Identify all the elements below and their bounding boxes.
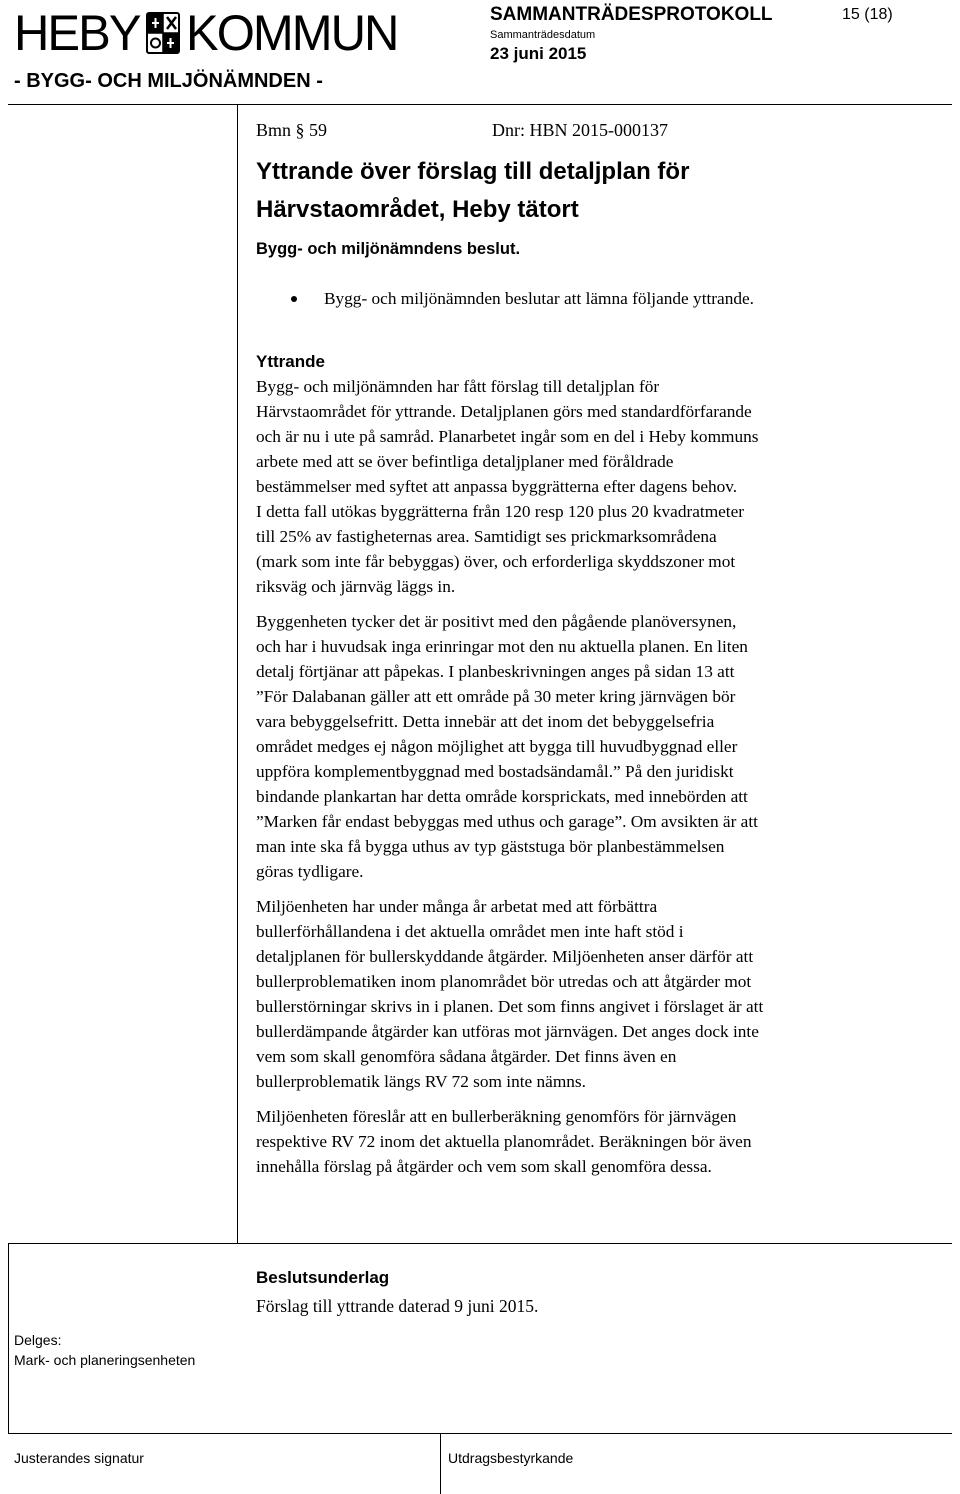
department-name: - BYGG- OCH MILJÖNÄMNDEN - (14, 70, 323, 92)
signature-label: Justerandes signatur (14, 1450, 144, 1466)
text-line: och har i huvudsak inga erinringar mot den nu aktuella planen. En liten (256, 637, 748, 656)
meeting-date: 23 juni 2015 (490, 44, 587, 63)
text-line: respektive RV 72 inom det aktuella planområdet. Beräkningen bör även (256, 1132, 752, 1151)
decision-basis (256, 1264, 936, 1320)
text-line: Härvstaområdet för yttrande. Detaljplanen görs med standardförfarande (256, 402, 752, 421)
decision-basis-text: Förslag till yttrande daterad 9 juni 2015. (256, 1296, 539, 1316)
text-line: (mark som inte får bebyggas) över, och erforderliga skyddszoner mot (256, 552, 736, 571)
protocol-title: SAMMANTRÄDESPROTOKOLL (490, 4, 773, 25)
text-line: vara bebyggelsefritt. Detta innebär att det inom det bebyggelsefria (256, 712, 715, 731)
paragraph-ref: Bmn § 59 (256, 120, 328, 140)
text-line: man inte ska få bygga uthus av typ gäststuga bör planbestämmelsen (256, 837, 725, 856)
text-line: detaljplanen för bullerskyddande åtgärder. Miljöenheten anser därför att (256, 947, 754, 966)
text-line: innehålla förslag på åtgärder och vem som skall genomföra dessa. (256, 1157, 712, 1176)
case-title-line-1: Yttrande över förslag till detaljplan för (256, 158, 690, 185)
meeting-date-label: Sammanträdesdatum (490, 29, 596, 41)
coat-of-arms-icon (146, 12, 180, 54)
text-line: bestämmelser med syftet att anpassa byggrätterna efter dagens behov. (256, 477, 738, 496)
decision-basis-heading: Beslutsunderlag (256, 1268, 390, 1287)
text-line: ”Marken får endast bebyggas med uthus och garage”. Om avsikten är att (256, 812, 758, 831)
content-bottom-rule (8, 1243, 952, 1244)
text-line: göras tydligare. (256, 862, 364, 881)
text-line: bullerstörningar skrivs in i planen. Det som finns angivet i förslaget är att (256, 997, 764, 1016)
diary-number: Dnr: HBN 2015-000137 (492, 120, 668, 140)
text-line: detalj förtjänar att påpekas. I planbeskrivningen anges på sidan 13 att (256, 662, 735, 681)
text-line: ”För Dalabanan gäller att ett område på 30 meter kring järnvägen bör (256, 687, 736, 706)
text-line: vem som skall genomföra sådana åtgärder. Det finns även en (256, 1047, 677, 1066)
text-line: riksväg och järnväg läggs in. (256, 577, 456, 596)
decision-bullet: Bygg- och miljönämnden beslutar att lämna följande yttrande. (254, 286, 936, 311)
text-line: bullerproblematik längs RV 72 som inte nämns. (256, 1072, 586, 1091)
text-line: bullerdämpande åtgärder kan utföras mot järnvägen. Det anges dock inte (256, 1022, 759, 1041)
logo-word-left: HEBY (14, 5, 140, 61)
case-title (256, 153, 936, 229)
distribution (14, 1330, 195, 1370)
text-line: Byggenheten tycker det är positivt med den pågående planöversynen, (256, 612, 737, 631)
text-line: området medges ej någon möjlighet att bygga till huvudbyggnad eller (256, 737, 738, 756)
statement-paragraph-1 (256, 374, 936, 599)
text-line: Miljöenheten föreslår att en bullerberäkning genomförs för järnvägen (256, 1107, 737, 1126)
text-line: arbete med att se över befintliga detaljplaner med föråldrade (256, 452, 674, 471)
frame-left-rule (8, 1243, 9, 1433)
statement-heading: Yttrande (256, 352, 325, 371)
text-line: bullerförhållandena i det aktuella området men inte haft stöd i (256, 922, 684, 941)
text-line: uppföra komplementbyggnad med bostadsändamål.” På den juridiskt (256, 762, 734, 781)
text-line: I detta fall utökas byggrätterna från 120 resp 120 plus 20 kvadratmeter (256, 502, 745, 521)
page-number: 15 (18) (842, 6, 893, 23)
statement-paragraph-4 (256, 1104, 936, 1179)
certification-label: Utdragsbestyrkande (448, 1450, 574, 1466)
text-line: Miljöenheten har under många år arbetat med att förbättra (256, 897, 658, 916)
footer-top-rule (8, 1433, 952, 1434)
left-margin-rule (237, 104, 238, 1244)
text-line: och är nu i ute på samråd. Planarbetet ingår som en del i Heby kommuns (256, 427, 759, 446)
text-line: till 25% av fastigheternas area. Samtidigt ses prickmarksområdena (256, 527, 717, 546)
case-body (256, 118, 936, 1179)
municipality-logo (14, 2, 402, 64)
decision-heading: Bygg- och miljönämndens beslut. (256, 240, 521, 258)
case-reference (256, 118, 936, 143)
logo-word-right: KOMMUN (186, 5, 398, 61)
footer-divider-rule (440, 1433, 441, 1494)
text-line: bullerproblematiken inom planområdet bör utredas och att åtgärder mot (256, 972, 752, 991)
statement-paragraph-2 (256, 609, 936, 884)
distribution-label: Delges: (14, 1332, 62, 1348)
statement-paragraph-3 (256, 894, 936, 1094)
text-line: bindande plankartan har detta område korsprickats, med innebörden att (256, 787, 748, 806)
case-title-line-2: Härvstaområdet, Heby tätort (256, 196, 579, 223)
header-rule (8, 104, 952, 105)
text-line: Bygg- och miljönämnden har fått förslag till detaljplan för (256, 377, 660, 396)
distribution-recipient: Mark- och planeringsenheten (14, 1352, 196, 1368)
